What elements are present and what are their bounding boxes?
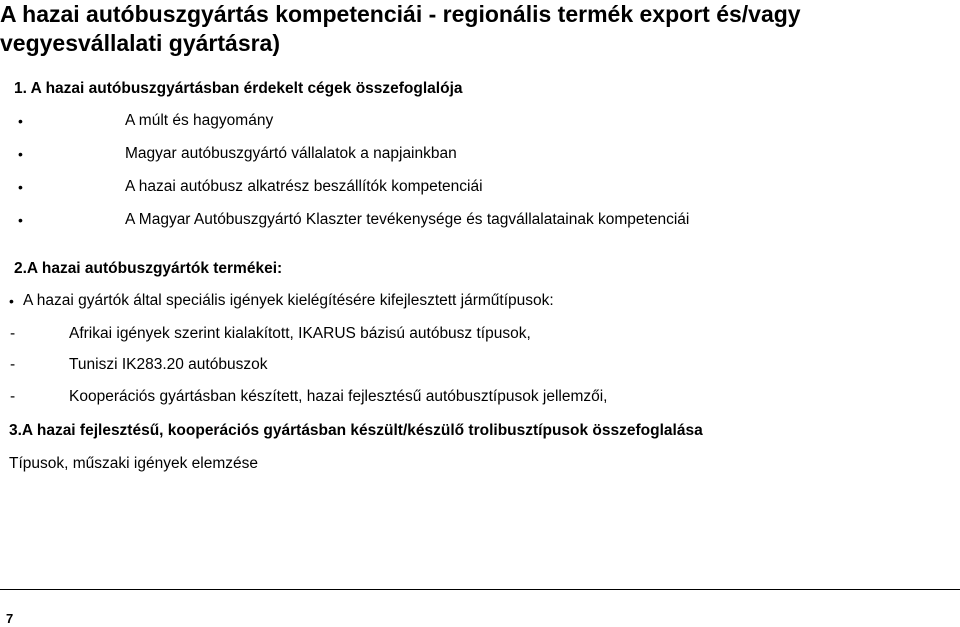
dash-marker: - [10, 388, 16, 405]
section2-dash-item: Afrikai igények szerint kialakított, IKARUS bázisú autóbusz típusok, [69, 325, 531, 342]
section2-bullet-text: A hazai gyártók által speciális igények kielégítésére kifejlesztett járműtípusok: [23, 292, 554, 309]
bullet-icon: • [18, 179, 23, 195]
dash-marker: - [10, 356, 16, 373]
footer-divider [0, 589, 960, 590]
section1-item: A Magyar Autóbuszgyártó Klaszter tevékenysége és tagvállalatainak kompetenciái [125, 211, 690, 228]
page-number: 7 [6, 611, 14, 626]
section2-heading: 2.A hazai autóbuszgyártók termékei: [14, 260, 283, 277]
dash-marker: - [10, 325, 16, 342]
bullet-icon: • [18, 113, 23, 129]
page-title: A hazai autóbuszgyártás kompetenciái - regionális termék export és/vagy vegyesvállalati gyártásra) [0, 1, 801, 56]
bullet-icon: • [18, 146, 23, 162]
section2-dash-item: Tuniszi IK283.20 autóbuszok [69, 356, 268, 373]
section1-heading: 1. A hazai autóbuszgyártásban érdekelt cégek összefoglalója [14, 80, 463, 97]
section1-item: A hazai autóbusz alkatrész beszállítók kompetenciái [125, 178, 483, 195]
bullet-icon: • [18, 212, 23, 228]
section2-dash-item: Kooperációs gyártásban készített, hazai fejlesztésű autóbusztípusok jellemzői, [69, 388, 608, 405]
section1-item: Magyar autóbuszgyártó vállalatok a napjainkban [125, 145, 457, 162]
bullet-icon: • [9, 293, 14, 309]
section3-heading: 3.A hazai fejlesztésű, kooperációs gyártásban készült/készülő trolibusztípusok összefoglalása [9, 422, 703, 439]
section1-item: A múlt és hagyomány [125, 112, 274, 129]
section3-subtext: Típusok, műszaki igények elemzése [9, 455, 258, 472]
